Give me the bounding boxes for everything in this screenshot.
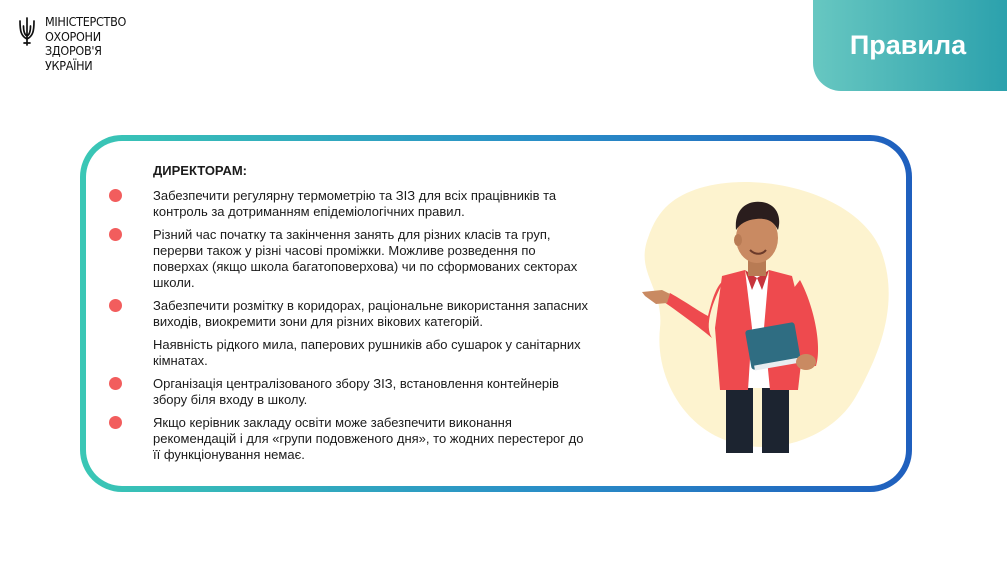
list-item bbox=[153, 337, 593, 369]
teacher-ear bbox=[734, 234, 742, 246]
ministry-name bbox=[45, 15, 126, 73]
list-item-text: Різний час початку та закінчення занять для різних класів та груп, перерви також у різні часові проміжки. Можливе розведення по поверхах (якщо школа багатоповерхова) чи по сформованих секторах школи. bbox=[153, 227, 578, 290]
teacher-pointing-illustration bbox=[640, 178, 890, 453]
teacher-leg bbox=[726, 383, 753, 453]
teacher-leg bbox=[762, 383, 789, 453]
list-item-text: Забезпечити розмітку в коридорах, раціональне використання запасних виходів, виокремити зони для різних вікових категорій. bbox=[153, 298, 589, 329]
rules-content bbox=[153, 163, 593, 470]
trident-icon bbox=[17, 17, 37, 47]
bullet-dot bbox=[109, 299, 122, 312]
ministry-line-1: МІНІСТЕРСТВО bbox=[45, 14, 127, 29]
teacher-hand bbox=[796, 354, 816, 370]
slide-title-tab bbox=[813, 0, 1007, 91]
list-item bbox=[153, 188, 593, 220]
ministry-line-3: ЗДОРОВ'Я bbox=[45, 43, 102, 58]
list-item-text: Якщо керівник закладу освіти може забезпечити виконання рекомендацій і для «групи подовженого дня», то жодних перестерог до її функціонування немає. bbox=[153, 415, 584, 462]
list-item bbox=[153, 227, 593, 291]
ministry-line-2: ОХОРОНИ bbox=[45, 28, 101, 44]
list-item-text: Наявність рідкого мила, паперових рушників або сушарок у санітарних кімнатах. bbox=[153, 337, 581, 368]
teacher-hand bbox=[642, 290, 670, 304]
teacher-jacket bbox=[715, 270, 752, 390]
ministry-logo bbox=[17, 15, 126, 73]
bullet-dot bbox=[109, 228, 122, 241]
section-heading: ДИРЕКТОРАМ: bbox=[153, 163, 248, 178]
list-item bbox=[153, 376, 593, 408]
list-item-text: Організація централізованого збору ЗІЗ, встановлення контейнерів збору біля входу в школу. bbox=[153, 376, 559, 407]
slide-title: Правила bbox=[849, 30, 967, 60]
list-item-text: Забезпечити регулярну термометрію та ЗІЗ для всіх працівників та контроль за дотриманням епідеміологічних правил. bbox=[153, 188, 557, 219]
bullet-dot bbox=[109, 416, 122, 429]
list-item bbox=[153, 298, 593, 330]
ministry-line-4: УКРАЇНИ bbox=[45, 57, 93, 73]
bullet-dot bbox=[109, 189, 122, 202]
bullet-dot bbox=[109, 377, 122, 390]
list-item bbox=[153, 415, 593, 463]
